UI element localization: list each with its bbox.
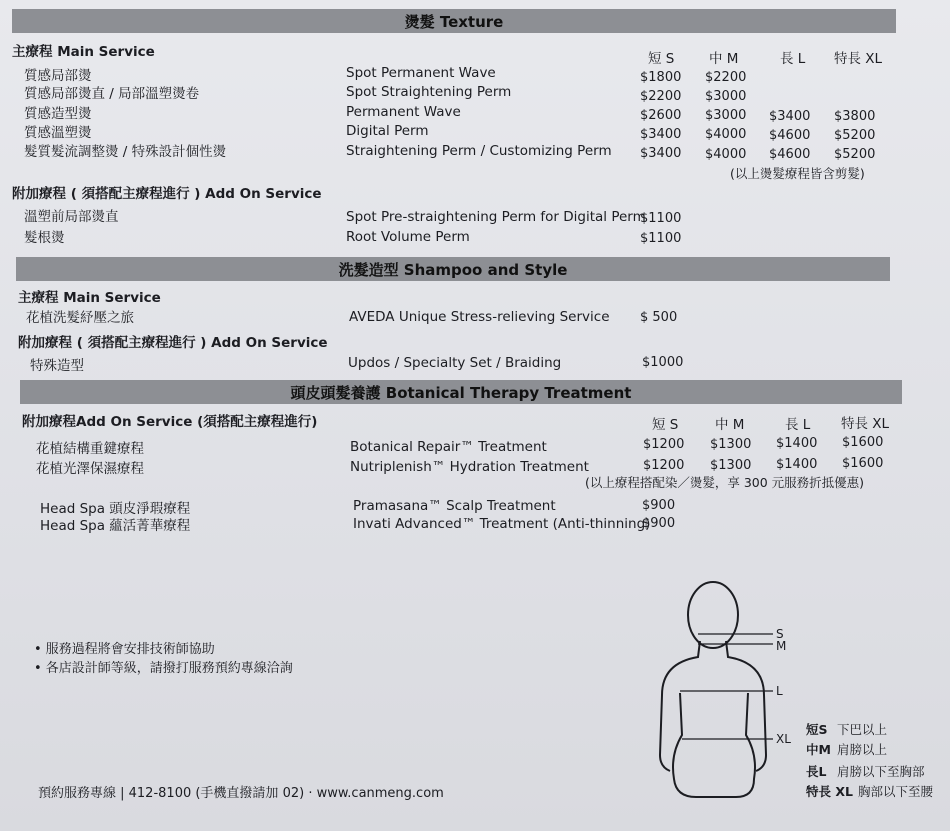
price-xl: $5200 <box>834 128 876 143</box>
price: $900 <box>642 498 676 513</box>
footer-contact: 預約服務專線 | 412-8100 (手機直撥請加 02) · www.canmeng.com <box>38 786 444 801</box>
price-l: $1400 <box>776 436 818 451</box>
service-name-en: Spot Permanent Wave <box>346 65 496 81</box>
addon-service-label: 附加療程Add On Service (須搭配主療程進行) <box>22 414 318 430</box>
price-m: $4000 <box>705 147 747 162</box>
service-name-zh: 質感造型燙 <box>24 106 92 122</box>
price-m: $4000 <box>705 127 747 142</box>
main-service-label: 主療程 Main Service <box>18 290 161 306</box>
service-name-en: Invati Advanced™ Treatment (Anti-thinning) <box>353 516 651 532</box>
service-name-en: Nutriplenish™ Hydration Treatment <box>350 459 589 475</box>
service-name-zh: 質感局部燙直 / 局部溫塑燙卷 <box>24 86 200 102</box>
price-l: $4600 <box>769 128 811 143</box>
price-s: $1200 <box>643 458 685 473</box>
size-header-l: 長 L <box>780 51 806 67</box>
service-name-en: Spot Straightening Perm <box>346 84 512 100</box>
price-xl: $5200 <box>834 147 876 162</box>
size-header-s: 短 S <box>648 51 675 67</box>
mark-m: M <box>776 639 787 653</box>
legend-desc: 下巴以上 <box>837 722 888 737</box>
service-name-zh: 花植光澤保濕療程 <box>36 461 144 477</box>
size-header-s: 短 S <box>652 417 679 433</box>
mark-xl: XL <box>776 732 791 746</box>
price-m: $2200 <box>705 70 747 85</box>
service-name-zh: Head Spa 蘊活菁華療程 <box>40 518 191 534</box>
service-name-en: Digital Perm <box>346 123 429 139</box>
service-name-zh: Head Spa 頭皮淨瑕療程 <box>40 501 191 517</box>
section-title: 洗髮造型 Shampoo and Style <box>338 260 568 279</box>
size-header-xl: 特長 XL <box>841 416 890 432</box>
price-m: $1300 <box>710 437 752 452</box>
price-s: $1200 <box>643 437 685 452</box>
price-l: $3400 <box>769 109 811 124</box>
price-m: $1300 <box>710 458 752 473</box>
price: $ 500 <box>640 310 678 325</box>
section-title: 燙髮 Texture <box>404 12 504 31</box>
price-l: $4600 <box>769 147 811 162</box>
legend-code: 短S <box>806 722 828 737</box>
bullet-note: • 服務過程將會安排技術師協助 <box>34 642 215 657</box>
size-header-m: 中 M <box>715 417 745 433</box>
legend-code: 中M <box>806 742 831 757</box>
service-name-zh: 特殊造型 <box>30 358 84 374</box>
price-l: $1400 <box>776 457 818 472</box>
price: $1000 <box>642 355 684 370</box>
price: $1100 <box>640 231 682 246</box>
price-s: $2600 <box>640 108 682 123</box>
service-name-en: Updos / Specialty Set / Braiding <box>348 355 562 371</box>
bullet-note: • 各店設計師等級，請撥打服務預約專線洽詢 <box>34 661 293 676</box>
section-header-shampoo <box>16 257 890 281</box>
legend-desc: 肩膀以下至胸部 <box>837 764 925 779</box>
size-header-l: 長 L <box>785 417 811 433</box>
mark-l: L <box>776 684 783 698</box>
legend-code: 長L <box>806 764 827 779</box>
price: $1100 <box>640 211 682 226</box>
price-m: $3000 <box>705 89 747 104</box>
section-header-texture <box>12 9 896 33</box>
service-name-zh: 髮根燙 <box>24 230 65 246</box>
service-name-en: Botanical Repair™ Treatment <box>350 439 547 455</box>
service-name-zh: 花植洗髮紓壓之旅 <box>26 310 134 326</box>
botanical-note: (以上療程搭配染／燙髮，享 300 元服務折抵優惠) <box>585 475 865 490</box>
legend-desc: 肩膀以上 <box>837 742 888 757</box>
price-s: $3400 <box>640 127 682 142</box>
legend-desc: 胸部以下至腰 <box>858 784 934 799</box>
price-s: $1800 <box>640 70 682 85</box>
service-name-zh: 溫塑前局部燙直 <box>24 209 119 225</box>
price-xl: $1600 <box>842 435 884 450</box>
main-service-label: 主療程 Main Service <box>12 44 155 60</box>
price-xl: $3800 <box>834 109 876 124</box>
service-name-zh: 質感溫塑燙 <box>24 125 92 141</box>
price-xl: $1600 <box>842 456 884 471</box>
size-header-xl: 特長 XL <box>834 51 883 67</box>
price: $900 <box>642 516 676 531</box>
service-name-en: AVEDA Unique Stress-relieving Service <box>349 309 610 325</box>
service-name-en: Pramasana™ Scalp Treatment <box>353 498 556 514</box>
service-name-en: Straightening Perm / Customizing Perm <box>346 143 612 159</box>
addon-service-label: 附加療程 ( 須搭配主療程進行 ) Add On Service <box>12 186 322 202</box>
price-s: $2200 <box>640 89 682 104</box>
mark-s: S <box>776 627 784 641</box>
section-title: 頭皮頭髮養護 Botanical Therapy Treatment <box>290 383 632 402</box>
service-name-en: Root Volume Perm <box>346 229 470 245</box>
addon-service-label: 附加療程 ( 須搭配主療程進行 ) Add On Service <box>18 335 328 351</box>
service-name-zh: 質感局部燙 <box>24 68 92 84</box>
size-header-m: 中 M <box>709 51 739 67</box>
legend-code: 特長 XL <box>806 784 853 799</box>
price-s: $3400 <box>640 146 682 161</box>
service-name-zh: 髮質髮流調整燙 / 特殊設計個性燙 <box>24 144 227 160</box>
texture-note: (以上燙髮療程皆含剪髮) <box>730 166 865 181</box>
price-m: $3000 <box>705 108 747 123</box>
service-name-zh: 花植結構重鍵療程 <box>36 441 144 457</box>
service-name-en: Spot Pre-straightening Perm for Digital Perm <box>346 209 646 225</box>
service-name-en: Permanent Wave <box>346 104 461 120</box>
section-header-botanical <box>20 380 902 404</box>
